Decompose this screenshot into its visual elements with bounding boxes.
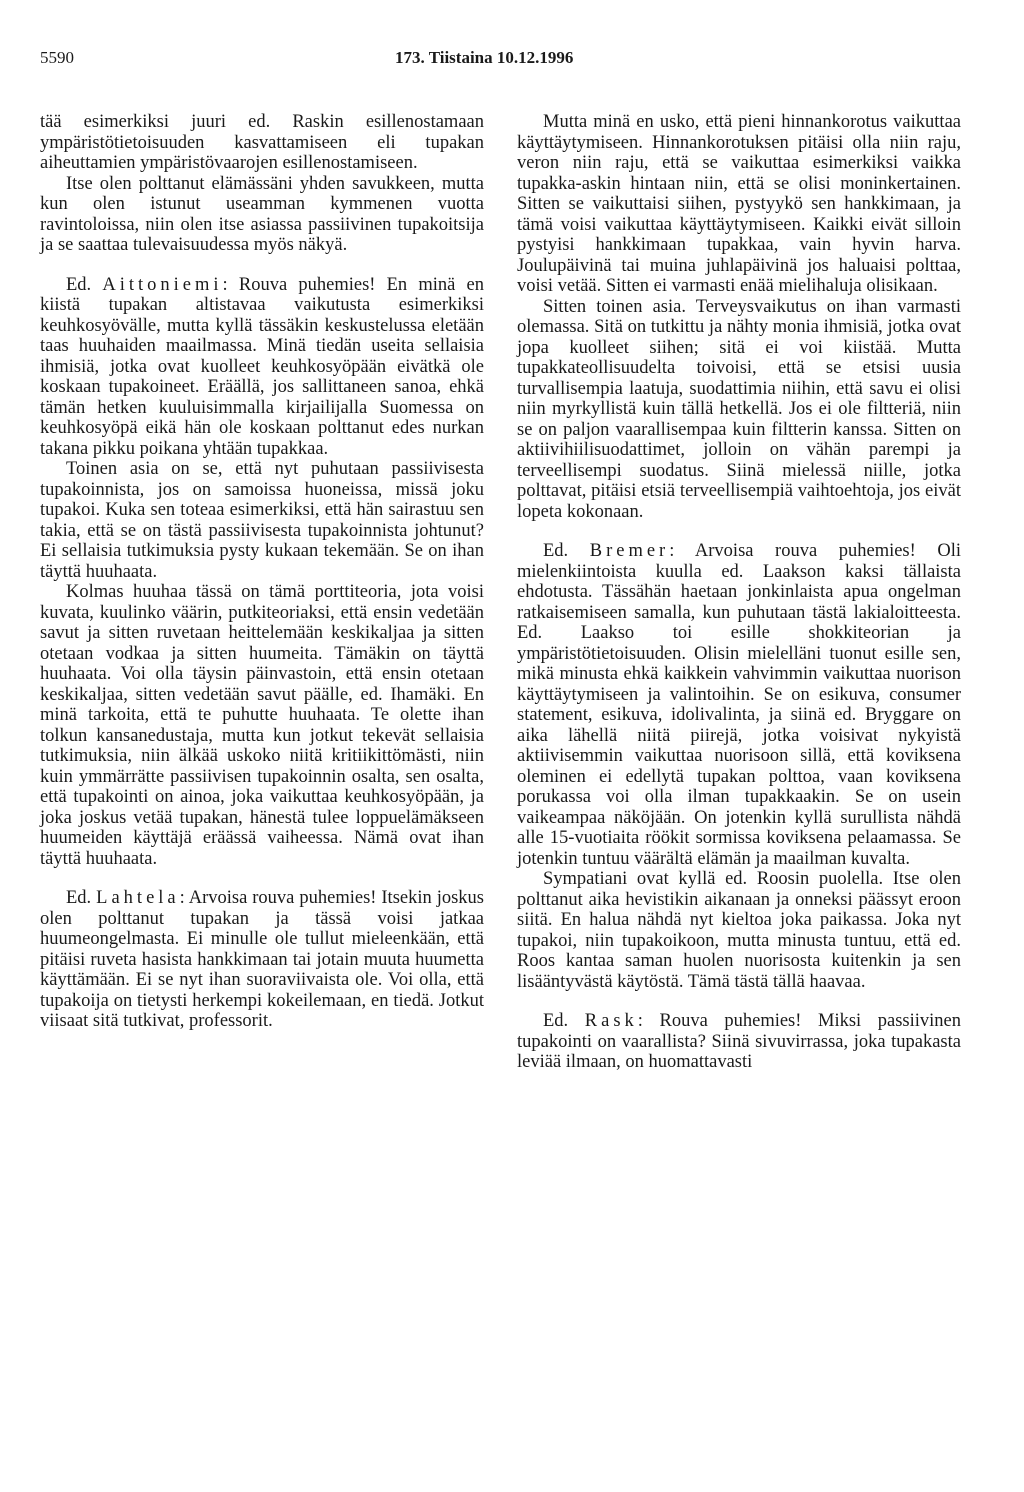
speaker-prefix: Ed. bbox=[66, 888, 92, 908]
paragraph: Itse olen polttanut elämässäni yhden savukkeen, mutta kun olen istunut useamman kymmenen vuotta ravintoloissa, niin olen itse asiassa passiivinen tupakoitsija ja se saattaa tulevaisuudessa myös näkyä. bbox=[40, 173, 484, 255]
speaker-name: Aittoniemi bbox=[102, 274, 223, 295]
paragraph: Kolmas huuhaa tässä on tämä porttiteoria, jota voisi kuvata, kuulinko väärin, putkiteoriaksi, että ensin vedetään savut ja sitten ruvetaan heittelemään keskikaljaa ja sitten otetaan vodkaa ja sitten huumeita. Tämäkin on täyttä huuhaata. Voi olla täysin päinvastoin, että ensin otetaan keskikaljaa, sitten vedetään savut päälle, ed. Ihamäki. En minä tarkoita, että te puhutte huuhaata. Te olette ihan tolkun kansanedustaja, mutta kun jotkut tekevät sellaisia tutkimuksia, niin älkää uskoko niitä kritiikittömästi, niin kuin ymmärrätte passiivisen tupakoinnin osalta, sen osalta, että tupakointi on ainoa, joka vaikuttaa keuhkosyöpään, ja joka joskus vetää tupakan, hänestä tulee loppuelämäkseen huumeiden käyttäjä eräässä vaiheessa. Nämä ovat ihan täyttä huuhaata. bbox=[40, 582, 484, 869]
speaker-prefix: Ed. bbox=[66, 274, 92, 295]
speaker-name: Rask bbox=[584, 1011, 638, 1031]
paragraph: Sitten toinen asia. Terveysvaikutus on ihan varmasti olemassa. Sitä on tutkittu ja nähty monia ihmisiä, jotka ovat jopa kuolleet siihen; sitä ei voi kiistää. Mutta tupakkateollisuudelta toivoisi, että se etsisi uusia turvallisempia laatuja, suodattimia niihin, että savu ei olisi niin myrkyllistä kuin tällä hetkellä. Jos ei ole filtteriä, niin se on paljon vaarallisempaa kuin filtterin kanssa. Sitten on aktiivihiilisuodattimet, jolloin on vähän parempi ja terveellisempi suodatus. Siinä mielessä niille, jotka polttavat, pitäisi etsiä terveellisempiä vaihtoehtoja, jos eivät lopeta kokonaan. bbox=[517, 296, 961, 522]
page-header bbox=[40, 48, 984, 72]
paragraph: Sympatiani ovat kyllä ed. Roosin puolella. Itse olen polttanut aika hevistikin aikanaan ja onneksi päässyt eroon siitä. En halua nähdä nyt kieltoa joka paikassa. Joka nyt tupakoi, niin tupakoikoon, mutta minusta tuntuu, että ed. Roos kantaa saman huolen nuorisosta kuitenkin ja sen lisääntyvästä käytöstä. Tämä tästä tällä haavaa. bbox=[517, 869, 961, 992]
right-column bbox=[517, 112, 961, 1073]
speech-text: : Arvoisa rouva puhemies! Oli mielenkiintoista kuulla ed. Laakson kaksi tällaista ehdotusta. Tässähän haetaan jonkinlaista apua ongelman ratkaisemiseen samalla, kun puhutaan tästä lakialoitteesta. Ed. Laakso toi esille shokkiteorian ja ympäristötietoisuuden. Olisin mielelläni tuonut esille sen, mikä minusta ehkä kaikkein vahvimmin vaikuttaa nuorison käyttäytymiseen ja valintoihin. Se on esikuva, consumer statement, esikuva, idolivalinta, ja siinä ed. Bryggare on aika lähellä niitä piirejä, jotka voisivat nykyistä aktiivisemmin vaikuttaa nuorisoon sillä, että koviksena oleminen ei edellytä tupakan polttoa, vaan koviksena porukassa voi olla ilman tupakkaakin. Se on usein vaikeampaa näköjään. On jotenkin kyllä surullista nähdä alle 15-vuotiaita röökit sormissa koviksena pelaamassa. Se jotenkin tuntuu väärältä elämän ja maailman kuvalta. bbox=[517, 541, 961, 869]
speech-text: : Arvoisa rouva puhemies! Itsekin joskus olen polttanut tupakan ja tässä voisi jatkaa huumeongelmasta. Ei minulle ole tullut mieleenkään, että pitäisi ruveta hasista hankkimaan tai jotain muuta huumetta käyttämään. Ei se nyt ihan suoraviivaista ole. Voi olla, että tupakoija on tietysti herkempi kokeilemaan, en tiedä. Jotkut viisaat sitä tutkivat, professorit. bbox=[40, 888, 485, 1031]
speech-rask bbox=[517, 1011, 961, 1073]
paragraph: Mutta minä en usko, että pieni hinnankorotus vaikuttaa käyttäytymiseen. Hinnankorotuksen pitäisi olla niin raju, veron niin raju, että se vaikuttaa esimerkiksi vaikka tupakka-askin hintaan niin, että se olisi moninkertainen. Sitten se vaikuttaisi siihen, pystyykö sen hankkimaan, ja tämä voisi vaikuttaa käyttäytymiseen. Kaikki eivät silloin pystyisi hankkimaan tupakkaa, vain hyvin harva. Joulupäivinä tai muina juhlapäivinä jos haluaisi polttaa, voisi vetää. Sitten ei varmasti enää mielihaluja olisikaan. bbox=[517, 112, 961, 296]
speech-lahtela bbox=[40, 888, 484, 1032]
speaker-prefix: Ed. bbox=[543, 1011, 569, 1031]
paragraph: Toinen asia on se, että nyt puhutaan passiivisesta tupakoinnista, jos on samoissa huoneissa, missä joku tupakoi. Kuka sen toteaa esimerkiksi, että hän sairastuu sen takia, että se on tästä passiivisesta tupakoinnista johtunut? Ei sellaisia tutkimuksia pysty kukaan tekemään. Se on ihan täyttä huuhaata. bbox=[40, 459, 484, 582]
speech-text: : Rouva puhemies! Miksi passiivinen tupakointi on vaarallista? Siinä sivuvirrassa, joka tupakasta leviää ilmaan, on huomattavasti bbox=[517, 1011, 961, 1072]
speaker-name: Bremer bbox=[589, 541, 670, 561]
speech-bremer bbox=[517, 541, 961, 869]
session-heading: 173. Tiistaina 10.12.1996 bbox=[395, 48, 574, 67]
page-number: 5590 bbox=[40, 48, 74, 67]
speaker-prefix: Ed. bbox=[543, 541, 569, 561]
speech-text: : Rouva puhemies! En minä en kiistä tupakan altistavaa vaikutusta esimerkiksi keuhkosyövälle, mutta kyllä tässäkin keskustelussa eletään taas huuhaiden maailmassa. Minä tiedän useita sellaisia ihmisiä, jotka ovat kuolleet keuhkosyöpään eivätkä ole koskaan tupakoineet. Eräällä, jos sallittaneen sanoa, ehkä tämän hetken kuuluisimmalla kirjailijalla Suomessa on keuhkosyöpä eikä hän ole koskaan polttanut edes nurkan takana pikku poikana yhtään tupakkaa. bbox=[40, 274, 484, 459]
left-column bbox=[40, 112, 484, 1032]
speaker-name: Lahtela bbox=[96, 888, 180, 908]
paragraph: tää esimerkiksi juuri ed. Raskin esillenostamaan ympäristötietoisuuden kasvattamiseen eli tupakan aiheuttamien ympäristövaarojen esillenostamiseen. bbox=[40, 112, 484, 173]
speech-aittoniemi bbox=[40, 275, 484, 460]
